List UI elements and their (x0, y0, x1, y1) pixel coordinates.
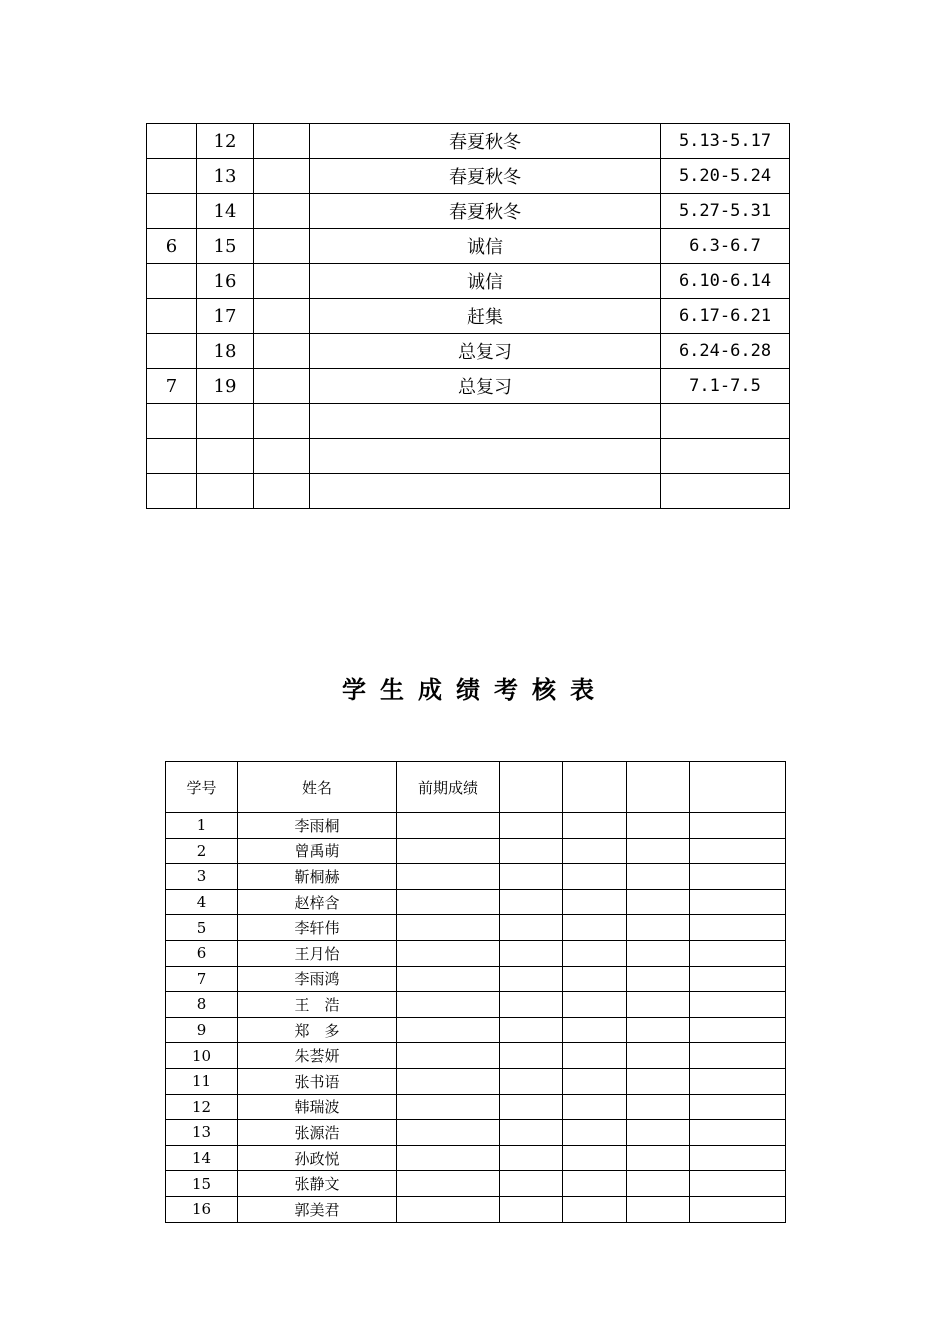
score-cell (563, 940, 627, 966)
schedule-cell-month (147, 124, 197, 159)
score-cell (627, 889, 690, 915)
score-cell (563, 1120, 627, 1146)
schedule-row (147, 229, 790, 264)
schedule-cell-content: 春夏秋冬 (310, 124, 661, 159)
schedule-cell-month (147, 404, 197, 439)
score-cell (690, 838, 786, 864)
score-cell (563, 992, 627, 1018)
score-header-cell: 姓名 (238, 762, 397, 813)
score-cell (397, 864, 500, 890)
schedule-cell-content: 诚信 (310, 264, 661, 299)
schedule-row (147, 194, 790, 229)
score-header-row (166, 762, 786, 813)
student-name: 赵梓含 (238, 889, 397, 915)
score-cell (627, 1043, 690, 1069)
score-cell (563, 1171, 627, 1197)
score-cell (500, 966, 563, 992)
score-cell (397, 838, 500, 864)
score-cell (690, 1171, 786, 1197)
score-cell (563, 1196, 627, 1222)
score-cell (563, 838, 627, 864)
score-cell (690, 915, 786, 941)
score-header-cell (563, 762, 627, 813)
score-cell (563, 1043, 627, 1069)
schedule-cell-date: 6.17-6.21 (661, 299, 790, 334)
score-row (166, 1120, 786, 1146)
score-cell (627, 1017, 690, 1043)
schedule-row (147, 439, 790, 474)
student-id: 4 (166, 889, 238, 915)
score-table (165, 761, 786, 1223)
score-cell (397, 889, 500, 915)
schedule-cell-blank (254, 264, 310, 299)
schedule-cell-month (147, 474, 197, 509)
student-name: 朱荟妍 (238, 1043, 397, 1069)
score-cell (397, 940, 500, 966)
student-id: 5 (166, 915, 238, 941)
score-header-cell: 学号 (166, 762, 238, 813)
student-id: 7 (166, 966, 238, 992)
score-row (166, 864, 786, 890)
schedule-row (147, 334, 790, 369)
score-cell (500, 1094, 563, 1120)
schedule-cell-week: 12 (197, 124, 254, 159)
schedule-cell-week: 19 (197, 369, 254, 404)
score-header-cell: 前期成绩 (397, 762, 500, 813)
score-cell (627, 966, 690, 992)
student-id: 2 (166, 838, 238, 864)
schedule-cell-content: 春夏秋冬 (310, 194, 661, 229)
score-cell (500, 1145, 563, 1171)
score-cell (563, 915, 627, 941)
score-row (166, 992, 786, 1018)
score-cell (563, 889, 627, 915)
score-cell (500, 889, 563, 915)
score-cell (563, 966, 627, 992)
score-row (166, 966, 786, 992)
schedule-cell-content (310, 439, 661, 474)
score-cell (627, 1196, 690, 1222)
score-cell (500, 813, 563, 839)
score-cell (397, 966, 500, 992)
score-cell (500, 992, 563, 1018)
score-cell (397, 1196, 500, 1222)
schedule-cell-month (147, 194, 197, 229)
schedule-cell-date: 5.20-5.24 (661, 159, 790, 194)
schedule-cell-month (147, 299, 197, 334)
score-cell (563, 1017, 627, 1043)
student-name: 王月怡 (238, 940, 397, 966)
schedule-cell-content: 春夏秋冬 (310, 159, 661, 194)
schedule-row (147, 474, 790, 509)
schedule-cell-month (147, 439, 197, 474)
score-cell (563, 813, 627, 839)
schedule-cell-week: 14 (197, 194, 254, 229)
score-cell (563, 1068, 627, 1094)
student-id: 14 (166, 1145, 238, 1171)
score-row (166, 813, 786, 839)
score-cell (690, 1145, 786, 1171)
schedule-cell-date: 5.13-5.17 (661, 124, 790, 159)
schedule-cell-blank (254, 194, 310, 229)
student-name: 李轩伟 (238, 915, 397, 941)
schedule-cell-date: 6.10-6.14 (661, 264, 790, 299)
score-cell (397, 915, 500, 941)
schedule-cell-week (197, 474, 254, 509)
score-cell (690, 966, 786, 992)
schedule-cell-date (661, 474, 790, 509)
score-cell (627, 1068, 690, 1094)
schedule-cell-blank (254, 369, 310, 404)
schedule-cell-content: 诚信 (310, 229, 661, 264)
schedule-cell-blank (254, 159, 310, 194)
score-row (166, 1017, 786, 1043)
student-name: 孙政悦 (238, 1145, 397, 1171)
score-cell (397, 1171, 500, 1197)
score-cell (627, 1171, 690, 1197)
student-name: 李雨桐 (238, 813, 397, 839)
schedule-cell-week: 15 (197, 229, 254, 264)
student-id: 12 (166, 1094, 238, 1120)
student-name: 郑 多 (238, 1017, 397, 1043)
schedule-cell-month: 6 (147, 229, 197, 264)
schedule-row (147, 264, 790, 299)
score-cell (690, 1094, 786, 1120)
schedule-cell-content (310, 474, 661, 509)
student-id: 9 (166, 1017, 238, 1043)
score-row (166, 940, 786, 966)
score-row (166, 915, 786, 941)
score-sheet-title: 学生成绩考核表 (342, 676, 608, 704)
student-name: 王 浩 (238, 992, 397, 1018)
score-cell (397, 1120, 500, 1146)
schedule-cell-content (310, 404, 661, 439)
score-cell (690, 1196, 786, 1222)
score-cell (690, 864, 786, 890)
schedule-cell-content: 总复习 (310, 369, 661, 404)
score-cell (627, 838, 690, 864)
schedule-row (147, 159, 790, 194)
schedule-cell-month (147, 264, 197, 299)
schedule-cell-month: 7 (147, 369, 197, 404)
score-header-cell (627, 762, 690, 813)
student-name: 郭美君 (238, 1196, 397, 1222)
student-id: 3 (166, 864, 238, 890)
student-name: 韩瑞波 (238, 1094, 397, 1120)
score-cell (627, 864, 690, 890)
student-id: 15 (166, 1171, 238, 1197)
score-cell (500, 1196, 563, 1222)
student-id: 8 (166, 992, 238, 1018)
student-name: 靳桐赫 (238, 864, 397, 890)
schedule-cell-blank (254, 334, 310, 369)
student-name: 李雨鸿 (238, 966, 397, 992)
score-cell (690, 1068, 786, 1094)
score-cell (690, 1043, 786, 1069)
score-cell (500, 864, 563, 890)
schedule-cell-week: 13 (197, 159, 254, 194)
schedule-cell-content: 总复习 (310, 334, 661, 369)
score-cell (563, 864, 627, 890)
schedule-row (147, 299, 790, 334)
student-name: 张源浩 (238, 1120, 397, 1146)
schedule-cell-date (661, 404, 790, 439)
schedule-cell-blank (254, 229, 310, 264)
schedule-cell-blank (254, 404, 310, 439)
score-header-cell (500, 762, 563, 813)
score-cell (397, 1043, 500, 1069)
score-cell (500, 1171, 563, 1197)
schedule-cell-date: 6.24-6.28 (661, 334, 790, 369)
schedule-cell-blank (254, 474, 310, 509)
schedule-cell-date: 7.1-7.5 (661, 369, 790, 404)
schedule-cell-week (197, 439, 254, 474)
score-cell (627, 1094, 690, 1120)
schedule-cell-week (197, 404, 254, 439)
score-header-cell (690, 762, 786, 813)
schedule-cell-week: 17 (197, 299, 254, 334)
schedule-row (147, 124, 790, 159)
score-cell (500, 940, 563, 966)
score-body (166, 762, 786, 1223)
score-cell (690, 813, 786, 839)
score-cell (690, 889, 786, 915)
score-cell (690, 1120, 786, 1146)
score-cell (563, 1145, 627, 1171)
score-cell (627, 813, 690, 839)
score-cell (397, 813, 500, 839)
student-id: 10 (166, 1043, 238, 1069)
student-name: 曾禹萌 (238, 838, 397, 864)
score-cell (563, 1094, 627, 1120)
score-cell (627, 940, 690, 966)
schedule-cell-blank (254, 124, 310, 159)
schedule-cell-week: 16 (197, 264, 254, 299)
score-row (166, 1068, 786, 1094)
score-cell (397, 1094, 500, 1120)
score-row (166, 1094, 786, 1120)
score-row (166, 1196, 786, 1222)
schedule-cell-month (147, 159, 197, 194)
schedule-row (147, 369, 790, 404)
score-cell (500, 1120, 563, 1146)
score-cell (500, 915, 563, 941)
student-id: 11 (166, 1068, 238, 1094)
student-id: 16 (166, 1196, 238, 1222)
schedule-body (147, 124, 790, 509)
score-row (166, 1043, 786, 1069)
score-cell (690, 992, 786, 1018)
score-cell (397, 992, 500, 1018)
score-cell (500, 1068, 563, 1094)
score-cell (500, 1043, 563, 1069)
schedule-row (147, 404, 790, 439)
student-name: 张书语 (238, 1068, 397, 1094)
score-cell (627, 992, 690, 1018)
score-row (166, 1171, 786, 1197)
schedule-cell-blank (254, 299, 310, 334)
student-id: 1 (166, 813, 238, 839)
score-cell (627, 1120, 690, 1146)
score-cell (397, 1145, 500, 1171)
student-id: 13 (166, 1120, 238, 1146)
score-cell (500, 838, 563, 864)
schedule-cell-date: 5.27-5.31 (661, 194, 790, 229)
score-cell (397, 1017, 500, 1043)
schedule-table (146, 123, 790, 509)
score-row (166, 1145, 786, 1171)
score-cell (690, 1017, 786, 1043)
student-id: 6 (166, 940, 238, 966)
score-cell (500, 1017, 563, 1043)
score-cell (627, 915, 690, 941)
schedule-cell-blank (254, 439, 310, 474)
score-row (166, 838, 786, 864)
score-row (166, 889, 786, 915)
schedule-cell-month (147, 334, 197, 369)
student-name: 张静文 (238, 1171, 397, 1197)
schedule-cell-date (661, 439, 790, 474)
schedule-cell-date: 6.3-6.7 (661, 229, 790, 264)
schedule-cell-week: 18 (197, 334, 254, 369)
score-cell (690, 940, 786, 966)
score-cell (627, 1145, 690, 1171)
score-cell (397, 1068, 500, 1094)
schedule-cell-content: 赶集 (310, 299, 661, 334)
